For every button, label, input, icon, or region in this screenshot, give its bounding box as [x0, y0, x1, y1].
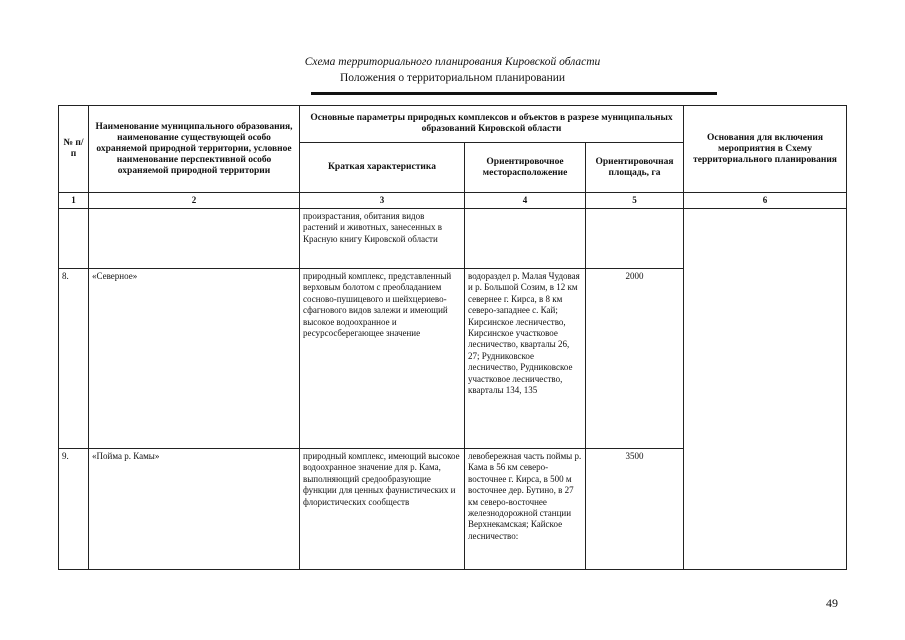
header-name: Наименование муниципального образования, наименование существующей особо охраняемой природной территории, условное наименование перспективной особо охраняемой природной территории — [89, 106, 300, 193]
row-location: левобережная часть поймы р. Кама в 56 км северо-восточнее г. Кирса, в 500 м восточнее дер. Бутино, в 27 км северо-восточнее железнодорожной станции Верхнекамская; Кайское лесничество: — [465, 449, 586, 570]
column-numbers-row — [59, 193, 847, 209]
row-description: природный комплекс, представленный верховым болотом с преобладанием сосново-пушицевого и шейхцериево-сфагнового видов залежи и имеющий высокое водоохранное и ресурсосберегающее значение — [300, 269, 465, 449]
column-number: 3 — [300, 193, 465, 209]
row-area: 2000 — [586, 269, 684, 449]
page-number: 49 — [826, 596, 838, 610]
header-area: Ориентировочная площадь, га — [586, 143, 684, 193]
table-row — [59, 209, 847, 269]
row-location — [465, 209, 586, 269]
row-name — [89, 209, 300, 269]
row-area — [586, 209, 684, 269]
header-rule — [311, 92, 717, 95]
document-title: Схема территориального планирования Кировской области — [304, 56, 601, 68]
protected-areas-table — [58, 105, 847, 570]
header-group-parameters: Основные параметры природных комплексов и объектов в разрезе муниципальных образований Кировской области — [300, 106, 684, 143]
column-number: 6 — [684, 193, 847, 209]
row-location: водораздел р. Малая Чудовая и р. Большой Созим, в 12 км севернее г. Кирса, в 8 км северо-западнее с. Кай; Кирсинское лесничество, Кирсинское участковое лесничество, кварталы 26, 27; Рудниковское лесничество, Рудниковское участковое лесничество, кварталы 134, 135 — [465, 269, 586, 449]
row-description: произрастания, обитания видов растений и животных, занесенных в Красную книгу Кировской области — [300, 209, 465, 269]
row-description: природный комплекс, имеющий высокое водоохранное значение для р. Кама, выполняющий средообразующие функции для ценных фаунистических и флористических сообществ — [300, 449, 465, 570]
row-number: 9. — [59, 449, 89, 570]
header-location: Ориентировочное месторасположение — [465, 143, 586, 193]
column-number: 5 — [586, 193, 684, 209]
header-number: № п/п — [59, 106, 89, 193]
header-reasons: Основания для включения мероприятия в Схему территориального планирования — [684, 106, 847, 193]
row-area: 3500 — [586, 449, 684, 570]
row-name: «Северное» — [89, 269, 300, 449]
column-number: 2 — [89, 193, 300, 209]
row-reasons — [684, 209, 847, 570]
column-number: 1 — [59, 193, 89, 209]
column-number: 4 — [465, 193, 586, 209]
row-number — [59, 209, 89, 269]
header-description: Краткая характеристика — [300, 143, 465, 193]
row-name: «Пойма р. Камы» — [89, 449, 300, 570]
row-number: 8. — [59, 269, 89, 449]
document-subtitle: Положения о территориальном планировании — [339, 72, 566, 84]
